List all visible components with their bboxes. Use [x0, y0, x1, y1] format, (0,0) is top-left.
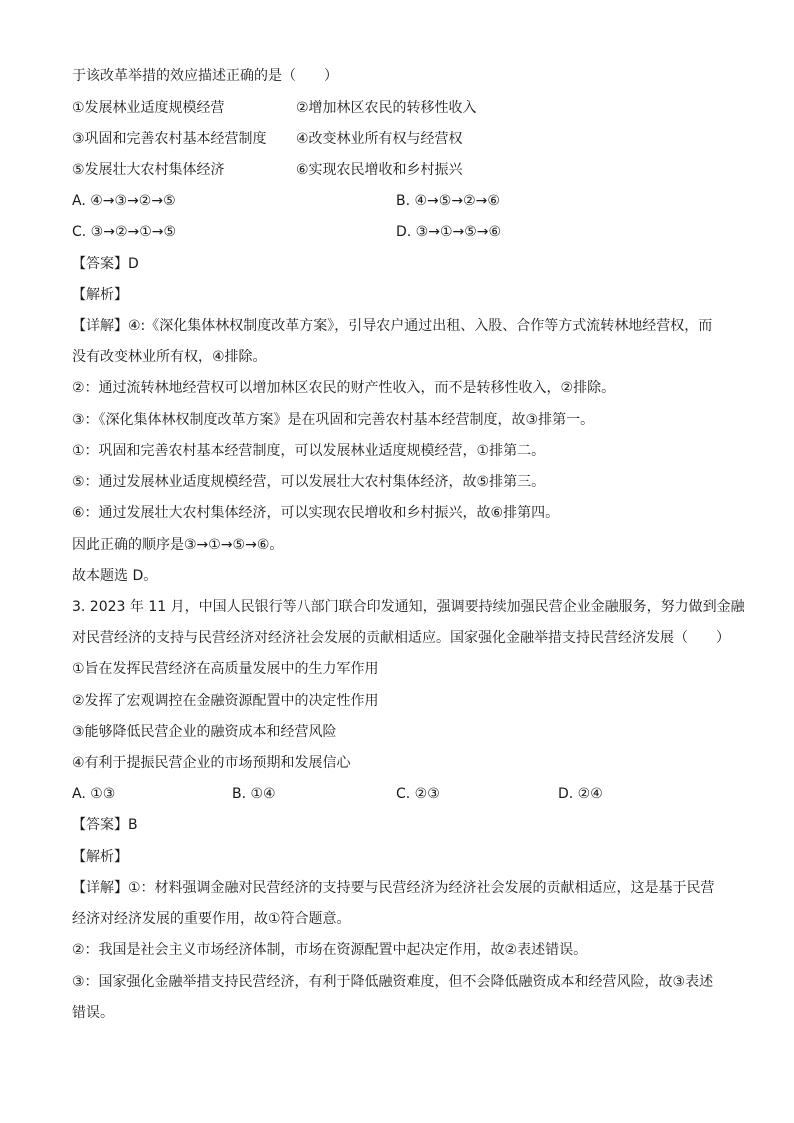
q3-option-b: B. ①④: [232, 786, 276, 802]
q3-analysis-label: 【解析】: [72, 849, 128, 865]
q2-detail-line: ①：巩固和完善农村基本经营制度，可以发展林业适度规模经营，①排第二。: [72, 443, 546, 459]
q2-option-d: D. ③→①→⑤→⑥: [396, 224, 502, 240]
q3-item: ②发挥了宏观调控在金融资源配置中的决定性作用: [72, 693, 379, 709]
q2-detail-line: 【详解】④:《深化集体林权制度改革方案》，引导农户通过出租、入股、合作等方式流转林地经营权，而: [72, 318, 713, 334]
q2-detail-line: 因此正确的顺序是③→①→⑤→⑥。: [72, 537, 284, 553]
q2-item-5: ⑤发展壮大农村集体经济: [72, 162, 225, 178]
q3-detail-line: 经济对经济发展的重要作用，故①符合题意。: [72, 911, 351, 927]
q3-detail-line: ②：我国是社会主义市场经济体制，市场在资源配置中起决定作用，故②表述错误。: [72, 942, 588, 958]
q2-item-4: ④改变林业所有权与经营权: [296, 131, 463, 147]
q2-option-c: C. ③→②→①→⑤: [72, 224, 177, 240]
q3-item: ④有利于提振民营企业的市场预期和发展信心: [72, 755, 351, 771]
q2-item-2: ②增加林区农民的转移性收入: [296, 100, 477, 116]
q2-stem-tail: 于该改革举措的效应描述正确的是（ ）: [72, 68, 338, 84]
q3-item: ①旨在发挥民营经济在高质量发展中的生力军作用: [72, 661, 379, 677]
q3-detail-line: 【详解】①：材料强调金融对民营经济的支持要与民营经济为经济社会发展的贡献相适应，这是基于民营: [72, 880, 715, 896]
q2-detail-line: ⑤：通过发展林业适度规模经营，可以发展壮大农村集体经济，故⑤排第三。: [72, 474, 546, 490]
q2-answer: 【答案】D: [72, 256, 139, 272]
q2-option-b: B. ④→⑤→②→⑥: [396, 193, 500, 209]
q3-option-c: C. ②③: [396, 786, 440, 802]
q2-detail-line: 没有改变林业所有权，④排除。: [72, 349, 267, 365]
q3-stem-line: 对民营经济的支持与民营经济对经济社会发展的贡献相适应。国家强化金融举措支持民营经济发展（ ）: [72, 630, 730, 646]
q3-item: ③能够降低民营企业的融资成本和经营风险: [72, 724, 337, 740]
q3-option-d: D. ②④: [558, 786, 603, 802]
q2-detail-line: ⑥：通过发展壮大农村集体经济，可以实现农民增收和乡村振兴，故⑥排第四。: [72, 505, 560, 521]
q3-detail-line: 错误。: [72, 1005, 114, 1021]
q2-detail-line: 故本题选 D。: [72, 568, 158, 584]
q3-answer: 【答案】B: [72, 817, 138, 833]
q2-item-6: ⑥实现农民增收和乡村振兴: [296, 162, 463, 178]
q3-detail-line: ③：国家强化金融举措支持民营经济，有利于降低融资难度，但不会降低融资成本和经营风险，故③表述: [72, 974, 714, 990]
q2-item-3: ③巩固和完善农村基本经营制度: [72, 131, 267, 147]
q3-option-a: A. ①③: [72, 786, 116, 802]
q2-detail-line: ③：《深化集体林权制度改革方案》是在巩固和完善农村基本经营制度，故③排第一。: [72, 412, 595, 428]
q3-stem-line: 3. 2023 年 11 月，中国人民银行等八部门联合印发通知，强调要持续加强民营企业金融服务，努力做到金融: [72, 599, 745, 615]
q2-analysis-label: 【解析】: [72, 287, 128, 303]
q2-detail-line: ②：通过流转林地经营权可以增加林区农民的财产性收入，而不是转移性收入，②排除。: [72, 380, 616, 396]
q2-option-a: A. ④→③→②→⑤: [72, 193, 176, 209]
q2-item-1: ①发展林业适度规模经营: [72, 100, 225, 116]
